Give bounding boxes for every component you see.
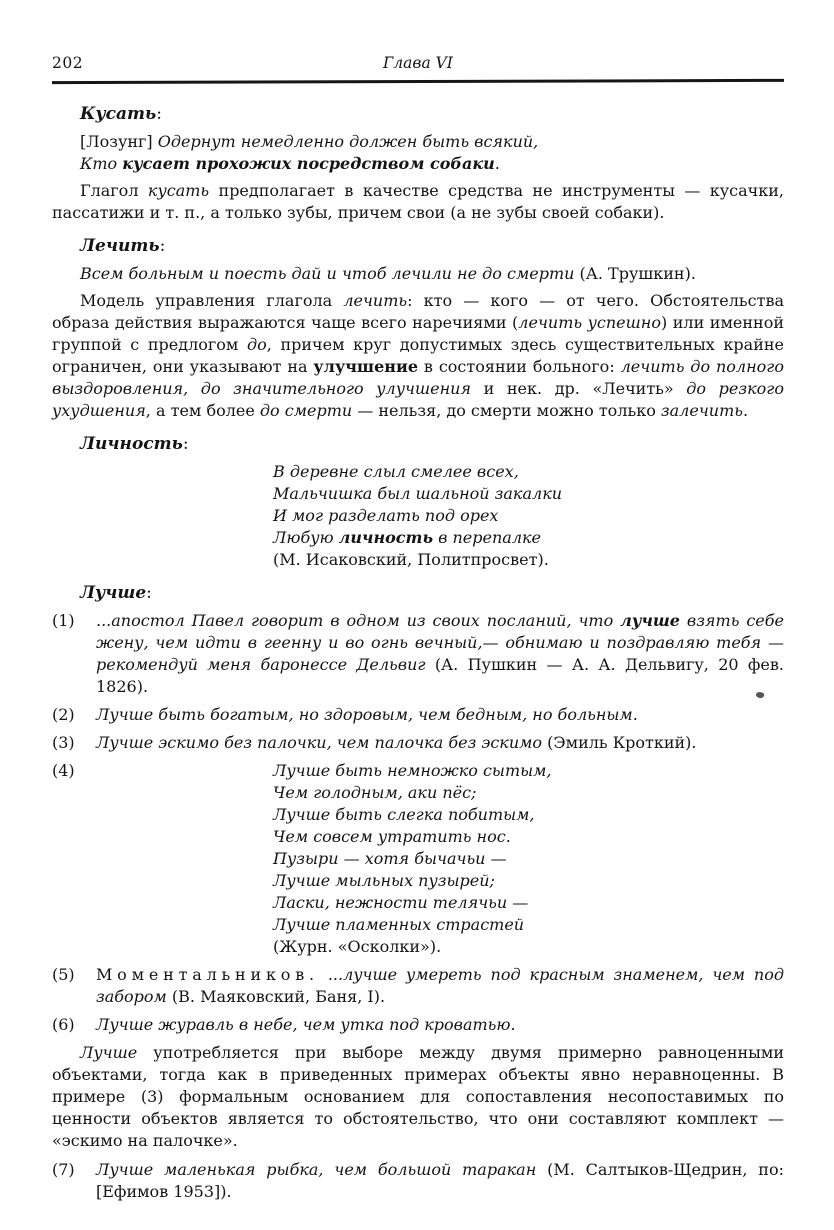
- text-run: Модель управления глагола: [80, 291, 344, 310]
- paragraph: [52, 1042, 784, 1152]
- verse-line: [273, 892, 784, 914]
- epigraph: [80, 131, 784, 175]
- paragraph: [52, 290, 784, 422]
- text-run: Лучше пламенных страстей: [273, 915, 525, 934]
- text-run: и нек. др. «Лечить»: [471, 379, 687, 398]
- example-text: [96, 1159, 784, 1203]
- text-run: предполагает в качестве средства не инструменты — кусачки, пассатижи и т. п., а только зубы, причем свои (а не зубы своей собаки).: [52, 181, 784, 222]
- text-run: .: [742, 401, 749, 420]
- text-run: кусать: [147, 181, 210, 200]
- example-text: [96, 732, 784, 754]
- text-run: ...апостол Павел говорит в одном из своих посланий, что: [96, 611, 621, 630]
- text-run: улучшение: [313, 357, 419, 376]
- example-number: (3): [52, 733, 75, 752]
- text-run: [Лозунг]: [80, 132, 158, 151]
- text-run: — нельзя, до смерти можно только: [352, 401, 661, 420]
- example-text: [96, 964, 784, 1008]
- verse-line: [273, 505, 784, 527]
- example-item: [52, 732, 784, 754]
- epigraph-line: [80, 263, 784, 285]
- text-run: Лучше быть слегка побитым,: [273, 805, 535, 824]
- verse-line: [273, 804, 784, 826]
- example-text: [96, 1014, 784, 1036]
- example-number: (4): [52, 761, 75, 780]
- example-item: [52, 704, 784, 726]
- text-run: Лучше маленькая рыбка, чем большой таракан: [96, 1160, 537, 1179]
- text-run: : кто — кого — от чего. Обстоятельства образа действия выражаются чаще всего наречиями (: [52, 291, 784, 332]
- text-run: (В. Маяковский, Баня, I).: [166, 987, 386, 1006]
- text-run: :: [182, 434, 189, 454]
- text-run: :: [146, 583, 152, 603]
- running-head: [52, 52, 784, 76]
- text-run: в состоянии больного:: [418, 357, 621, 376]
- verse-block: [273, 461, 784, 571]
- verse-line: [273, 483, 784, 505]
- entry-heading: [80, 433, 784, 455]
- text-run: ...лучше умереть под красным знаменем, чем под забором: [96, 965, 784, 1006]
- example-number: (6): [52, 1015, 75, 1034]
- text-run: употребляется при выборе между двумя примерно равноценными объектами, тогда как в приведенных примерах объекты явно неравноценны. В примере (3) формальным основанием для сопоставления несопоставимых по ценности объектов является то обстоятельство, что они составляют комплект — «эскимо на палочке».: [52, 1043, 784, 1150]
- text-run: Глагол: [80, 181, 148, 200]
- text-run: лечить до полного выздоровления, до значительного улучшения: [52, 357, 784, 398]
- text-run: Чем голодным, аки пёс;: [273, 783, 477, 802]
- entry-heading: [80, 103, 784, 125]
- header-rule: [52, 79, 784, 84]
- text-run: (М. Исаковский, Политпросвет).: [273, 550, 549, 569]
- page-number: 202: [52, 54, 84, 72]
- verse-line: [273, 914, 784, 936]
- verse-line: [273, 782, 784, 804]
- verse-line: [273, 826, 784, 848]
- text-run: взять себе жену, чем идти в геенну и во огнь вечный,— обнимаю и поздравляю тебя — рекомендуй меня баронессе Дельвиг: [96, 611, 784, 674]
- verse-line: [273, 527, 784, 549]
- text-run: в перепалке: [433, 528, 542, 547]
- text-run: до смерти: [259, 401, 353, 420]
- text-run: до резкого ухудшения: [52, 379, 784, 420]
- example-number: (2): [52, 705, 75, 724]
- text-run: Одернут немедленно должен быть всякий,: [157, 132, 539, 151]
- text-run: Личность: [80, 434, 183, 454]
- text-run: Ласки, нежности телячьи —: [273, 893, 529, 912]
- epigraph-line: [80, 131, 784, 153]
- verse-line: [273, 936, 784, 958]
- text-run: Лучше мыльных пузырей;: [273, 871, 495, 890]
- text-run: кусает прохожих посредством собаки: [122, 154, 495, 173]
- text-run: В деревне слыл смелее всех,: [273, 462, 519, 481]
- epigraph: [80, 263, 784, 285]
- text-run: Всем больным и поесть дай и чтоб лечили не до смерти: [80, 264, 575, 283]
- text-run: Лечить: [80, 236, 160, 256]
- verse-block: [273, 760, 784, 958]
- text-run: (А. Пушкин — А. А. Дельвигу, 20 фев. 1826).: [96, 655, 784, 696]
- verse-line: [273, 549, 784, 571]
- page-body: [52, 103, 784, 1203]
- text-run: И мог разделать под орех: [273, 506, 499, 525]
- example-item: [52, 760, 784, 958]
- paragraph: [52, 180, 784, 224]
- chapter-title: Глава VI: [383, 54, 453, 72]
- text-run: лечить успешно: [518, 313, 661, 332]
- example-text: [96, 704, 784, 726]
- text-run: Моментальников.: [96, 965, 319, 984]
- verse-line: [273, 461, 784, 483]
- text-run: ) или именной группой с предлогом: [52, 313, 784, 354]
- text-run: :: [159, 236, 166, 256]
- text-run: Лучше быть немножко сытым,: [273, 761, 552, 780]
- text-run: Лучше: [80, 1043, 138, 1062]
- text-run: Лучше эскимо без палочки, чем палочка без эскимо: [96, 733, 543, 752]
- text-run: (А. Трушкин).: [574, 264, 696, 283]
- text-run: Мальчишка был шальной закалки: [273, 484, 563, 503]
- example-number: (1): [52, 611, 75, 630]
- text-run: , причем круг допустимых здесь существительных крайне ограничен, они указывают на: [52, 335, 784, 376]
- text-run: (М. Салтыков-Щедрин, по: [Ефимов 1953]).: [96, 1160, 784, 1201]
- verse-line: [273, 870, 784, 892]
- text-run: лучше: [620, 611, 680, 630]
- example-number: (7): [52, 1160, 75, 1179]
- text-run: Кусать: [80, 104, 157, 124]
- text-run: .: [494, 154, 500, 173]
- text-run: Чем совсем утратить нос.: [273, 827, 511, 846]
- example-number: (5): [52, 965, 75, 984]
- example-item: [52, 610, 784, 698]
- text-run: Лучше журавль в небе, чем утка под кроватью.: [96, 1015, 516, 1034]
- text-run: Любую: [273, 528, 339, 547]
- entry-heading: [80, 582, 784, 604]
- text-run: лечить: [343, 291, 408, 310]
- example-item: [52, 964, 784, 1008]
- text-run: до: [246, 335, 267, 354]
- text-run: Кто: [80, 154, 123, 173]
- text-run: , а тем более: [145, 401, 260, 420]
- example-item: [52, 1159, 784, 1203]
- text-run: (Журн. «Осколки»).: [273, 937, 442, 956]
- text-run: личность: [338, 528, 433, 547]
- verse-line: [273, 848, 784, 870]
- verse-line: [273, 760, 784, 782]
- epigraph-line: [80, 153, 784, 175]
- example-item: [52, 1014, 784, 1036]
- text-run: Лучше: [80, 583, 147, 603]
- entry-heading: [80, 235, 784, 257]
- text-run: :: [156, 104, 162, 124]
- text-run: Пузыри — хотя бычачьи —: [273, 849, 507, 868]
- text-run: залечить: [660, 401, 743, 420]
- text-run: (Эмиль Кроткий).: [542, 733, 697, 752]
- example-text: [96, 610, 784, 698]
- text-run: Лучше быть богатым, но здоровым, чем бедным, но больным.: [96, 705, 638, 724]
